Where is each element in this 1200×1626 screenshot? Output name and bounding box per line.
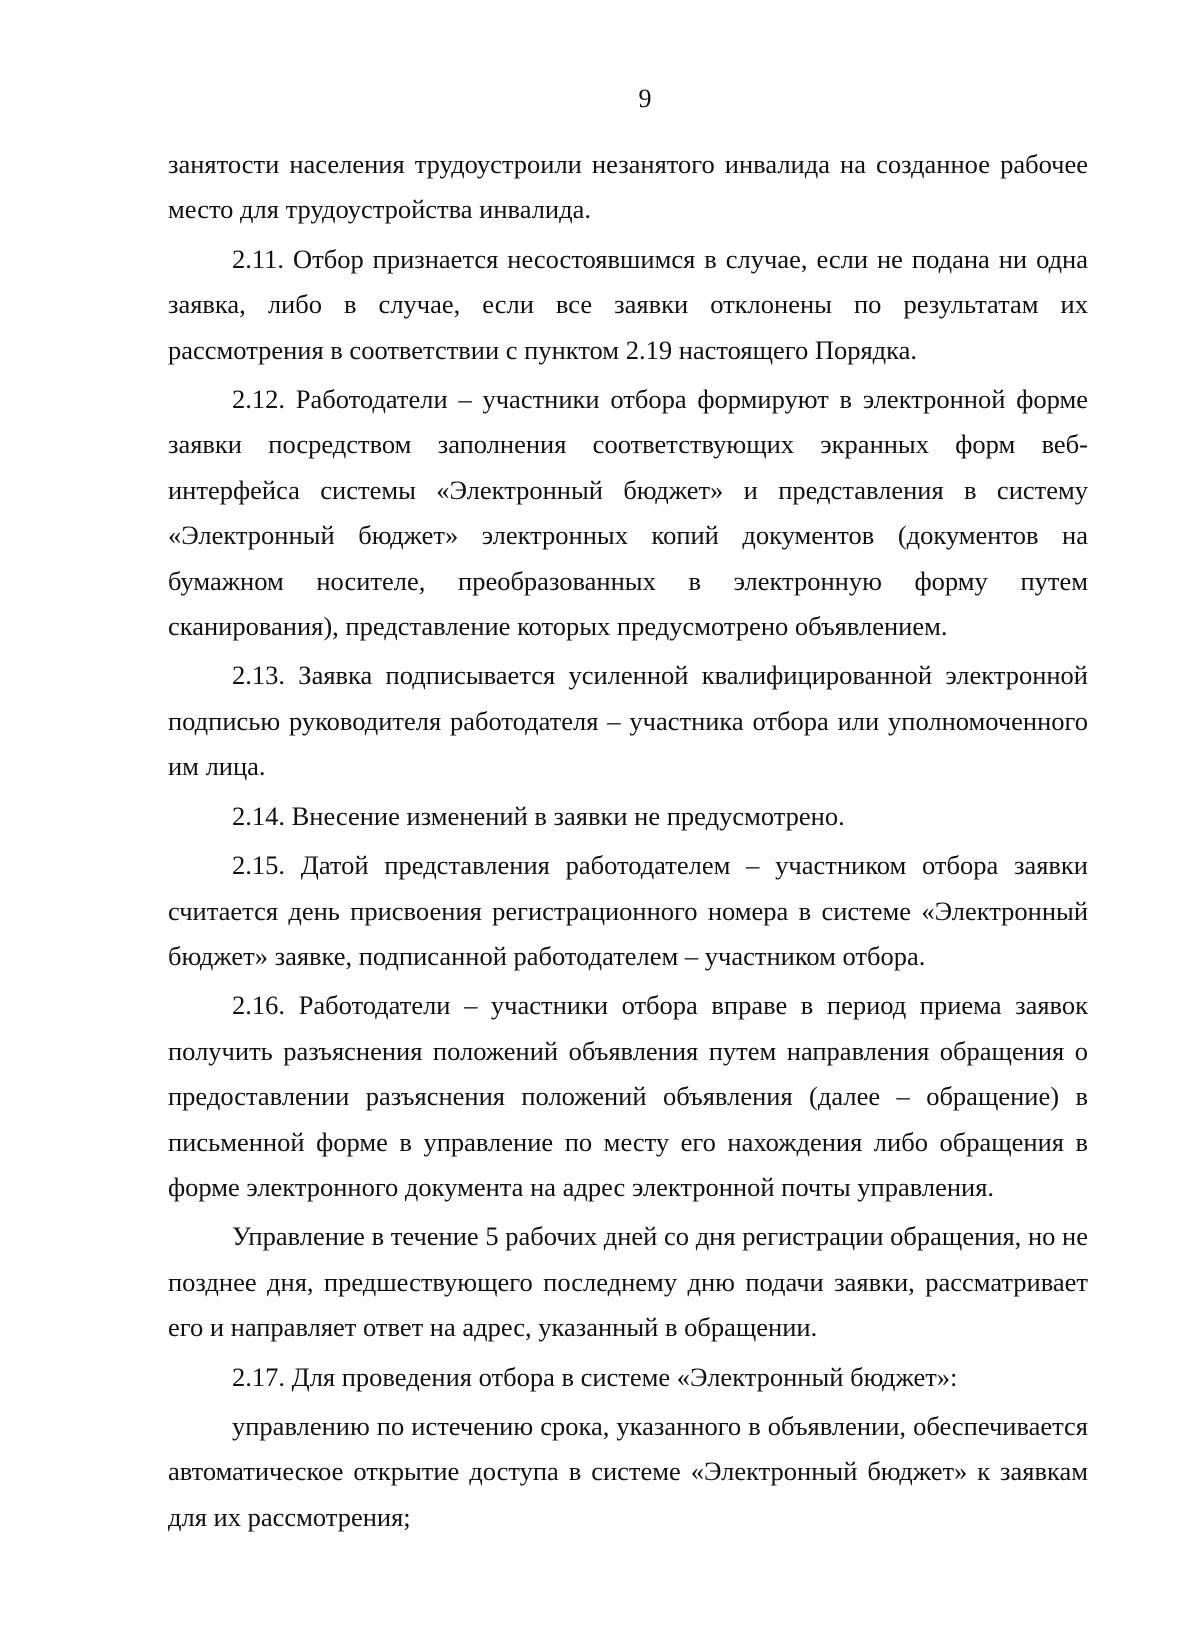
paragraph-2-17: 2.17. Для проведения отбора в системе «Электронный бюджет»: <box>232 1361 958 1392</box>
paragraph-2-14: 2.14. Внесение изменений в заявки не предусмотрено. <box>232 800 845 831</box>
paragraph-2-17-item: управлению по истечению срока, указанного в объявлении, обеспечивается автоматическое открытие доступа в системе «Электронный бюджет» к заявкам для их рассмотрения; <box>168 1410 1088 1532</box>
paragraph-2-13: 2.13. Заявка подписывается усиленной квалифицированной электронной подписью руководителя работодателя – участника отбора или уполномоченного им лица. <box>168 660 1088 782</box>
paragraph-response-terms: Управление в течение 5 рабочих дней со дня регистрации обращения, но не позднее дня, предшествующего последнему дню подачи заявки, рассматривает его и направляет ответ на адрес, указанный в обращении. <box>168 1221 1088 1343</box>
paragraph-2-15: 2.15. Датой представления работодателем – участником отбора заявки считается день присвоения регистрационного номера в системе «Электронный бюджет» заявке, подписанной работодателем – участником отбора. <box>168 850 1088 971</box>
paragraph-2-16: 2.16. Работодатели – участники отбора вправе в период приема заявок получить разъяснения положений объявления путем направления обращения о предоставлении разъяснения положений объявления (далее – обращение) в письменной форме в управление по месту его нахождения либо обращения в форме электронного документа на адрес электронной почты управления. <box>168 990 1088 1202</box>
paragraph-continued: занятости населения трудоустроили незанятого инвалида на созданное рабочее место для трудоустройства инвалида. <box>168 149 1088 225</box>
paragraph-2-12: 2.12. Работодатели – участники отбора формируют в электронной форме заявки посредством заполнения соответствующих экранных форм веб-интерфейса системы «Электронный бюджет» и представления в систему «Электронный бюджет» электронных копий документов (документов на бумажном носителе, преобразованных в электронную форму путем сканирования), представление которых предусмотрено объявлением. <box>168 384 1088 642</box>
page-number: 9 <box>638 84 652 113</box>
document-body <box>168 142 1088 1540</box>
paragraph-2-11: 2.11. Отбор признается несостоявшимся в случае, если не подана ни одна заявка, либо в случае, если все заявки отклонены по результатам их рассмотрения в соответствии с пунктом 2.19 настоящего Порядка. <box>168 243 1088 365</box>
